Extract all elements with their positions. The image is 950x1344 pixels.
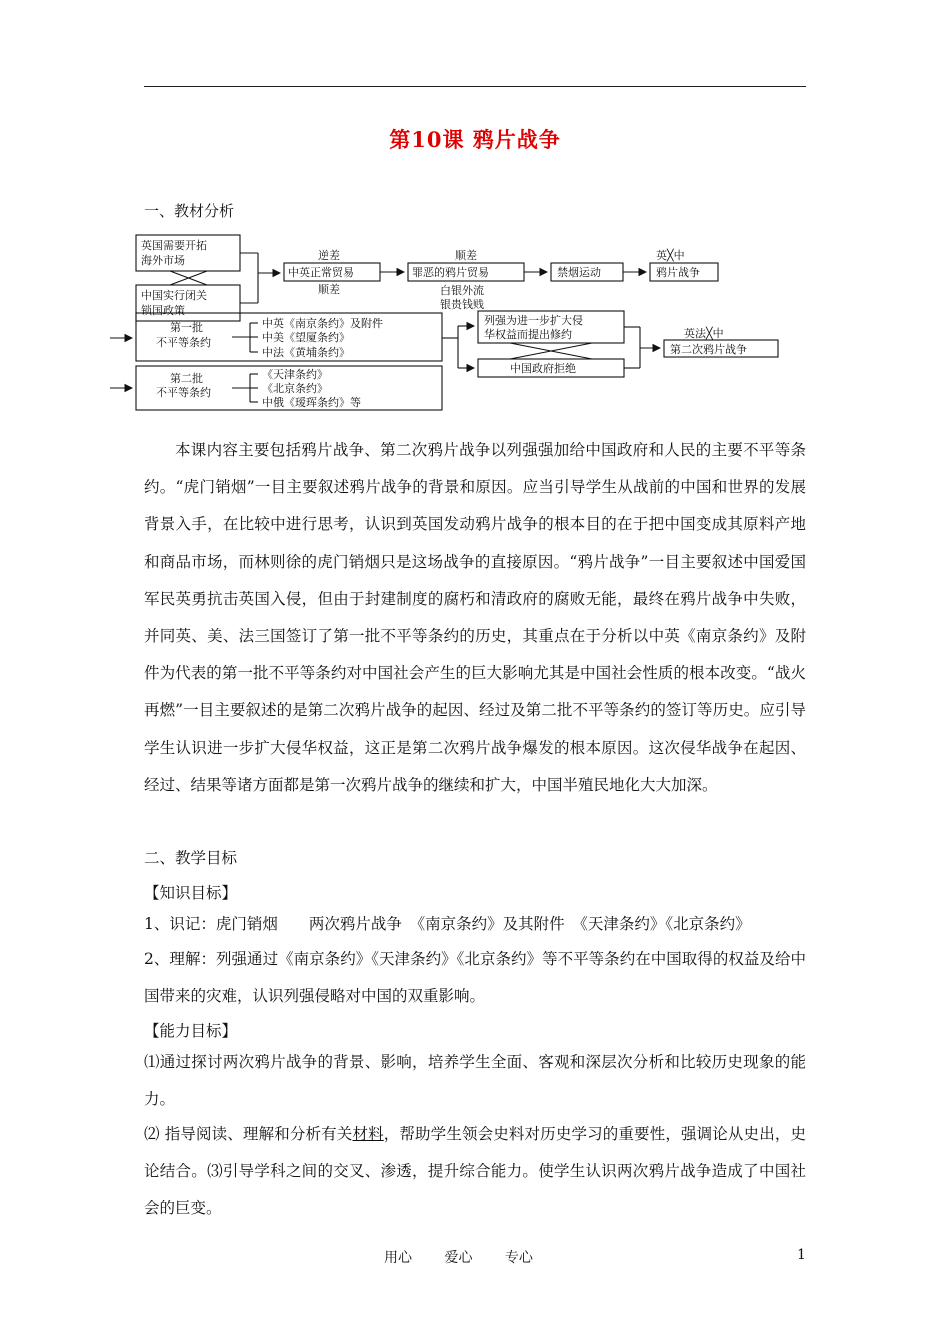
footer-motto — [384, 1247, 561, 1267]
page-number: 1 — [797, 1247, 806, 1263]
revise-line1: 列强为进一步扩大侵 — [484, 314, 583, 327]
treaty-wangxia: 中美《望厦条约》 — [262, 331, 350, 344]
label-surplus: 顺差 — [318, 283, 340, 296]
footer-motto-2: 爱心 — [444, 1250, 473, 1266]
treaty-beijing: 《北京条约》 — [262, 382, 328, 395]
knowledge-item-2: 2、理解：列强通过《南京条约》《天津条约》《北京条约》等不平等条约在中国取得的权益及给中国带来的灾难，认识列强侵略对中国的双重影响。 — [144, 950, 806, 1005]
label-ying-zhong: 英╳中 — [656, 249, 685, 262]
footer-motto-3: 专心 — [504, 1250, 533, 1266]
treaty-tianjin: 《天津条约》 — [262, 368, 328, 381]
flow-diagram — [0, 228, 950, 428]
ability-item-2-pre: ⑵ 指导阅读、理解和分析有关 — [144, 1125, 353, 1143]
label-first-batch-1: 第一批 — [170, 321, 203, 334]
label-deficit: 逆差 — [318, 249, 340, 262]
revise-line2: 华权益而提出修约 — [484, 328, 572, 341]
ability-item-2 — [144, 1116, 806, 1227]
label-opium-war: 鸦片战争 — [656, 266, 700, 279]
ability-item-2-post: ，帮助学生领会史料对历史学习的重要性，强调论从史出，史论结合。⑶引导学科之间的交叉、渗透，提升综合能力。使学生认识两次鸦片战争造成了中国社会的巨变。 — [144, 1125, 806, 1217]
treaty-huangpu: 中法《黄埔条约》 — [262, 346, 350, 359]
label-second-war: 第二次鸦片战争 — [670, 343, 747, 356]
ability-item-1: ⑴通过探讨两次鸦片战争的背景、影响，培养学生全面、客观和深层次分析和比较历史现象的能力。 — [144, 1053, 806, 1108]
label-china-refuse: 中国政府拒绝 — [510, 362, 576, 375]
box-need-line1: 英国需要开拓 — [141, 239, 207, 252]
label-second-batch-2: 不平等条约 — [156, 386, 211, 399]
page-title: 第10课 鸦片战争 — [389, 127, 561, 152]
ability-item-2-link: 材料 — [352, 1125, 384, 1143]
label-silver-outflow: 白银外流 — [440, 284, 484, 297]
label-normal-trade: 中英正常贸易 — [288, 266, 354, 279]
ability-heading: 【能力目标】 — [144, 1022, 238, 1040]
paragraph-analysis — [144, 432, 806, 804]
section-heading-goals: 二、教学目标 — [144, 849, 238, 867]
paragraph-analysis-text: 本课内容主要包括鸦片战争、第二次鸦片战争以列强强加给中国政府和人民的主要不平等条约。“虎门销烟”一目主要叙述鸦片战争的背景和原因。应当引导学生从战前的中国和世界的发展背景入手，在比较中进行思考，认识到英国发动鸦片战争的根本目的在于把中国变成其原料产地和商品市场，而林则徐的虎门销烟只是这场战争的直接原因。“鸦片战争”一目主要叙述中国爱国军民英勇抗击英国入侵，但由于封建制度的腐朽和清政府的腐败无能，最终在鸦片战争中失败，并同英、美、法三国签订了第一批不平等条约的历史，其重点在于分析以中英《南京条约》及附件为代表的第一批不平等条约对中国社会产生的巨大影响尤其是中国社会性质的根本改变。“战火再燃”一目主要叙述的是第二次鸦片战争的起因、经过及第二批不平等条约的签订等历史。应引导学生认识进一步扩大侵华权益，这正是第二次鸦片战争爆发的根本原因。这次侵华战争在起因、经过、结果等诸方面都是第一次鸦片战争的继续和扩大，中国半殖民地化大大加深。 — [144, 441, 806, 794]
footer-motto-1: 用心 — [384, 1250, 412, 1266]
header-rule — [144, 86, 806, 87]
box-need-line2: 海外市场 — [141, 254, 185, 267]
label-yingfa-zhong: 英法╳中 — [684, 327, 724, 340]
knowledge-item-1: 1、识记：虎门销烟 两次鸦片战争 《南京条约》及其附件 《天津条约》《北京条约》 — [144, 915, 751, 933]
section-heading-analysis: 一、教材分析 — [144, 202, 235, 220]
label-second-batch-1: 第二批 — [170, 372, 203, 385]
box-closed-line2: 锁国政策 — [141, 304, 185, 317]
label-silver-dear: 银贵钱贱 — [440, 298, 484, 311]
label-first-batch-2: 不平等条约 — [156, 336, 211, 349]
box-closed-line1: 中国实行闭关 — [141, 289, 207, 302]
knowledge-heading: 【知识目标】 — [144, 884, 238, 902]
label-surplus2: 顺差 — [455, 249, 477, 262]
treaty-aihui: 中俄《瑷珲条约》等 — [262, 396, 361, 409]
label-opium-trade: 罪恶的鸦片贸易 — [412, 266, 489, 279]
treaty-nanjing: 中英《南京条约》及附件 — [262, 317, 383, 330]
label-ban-opium: 禁烟运动 — [557, 266, 601, 279]
